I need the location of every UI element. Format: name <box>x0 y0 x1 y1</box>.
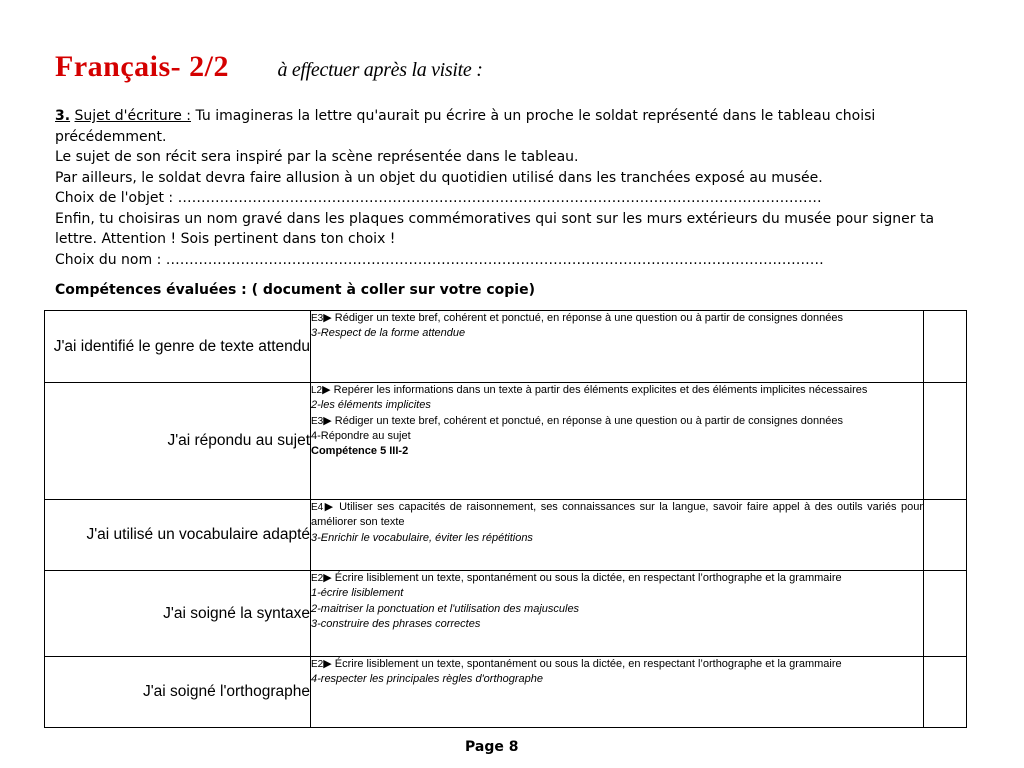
skill-text: Rédiger un texte bref, cohérent et ponctué, en réponse à une question ou à partir de consignes données <box>331 414 843 427</box>
title-main: Français- 2/2 <box>55 50 229 83</box>
skill-text: Utiliser ses capacités de raisonnement, ses connaissances sur la langue, savoir faire appel à des outils variés pour améliorer son texte <box>311 501 923 529</box>
prompt-label: Sujet d'écriture : <box>74 108 191 124</box>
skill-line <box>311 500 923 531</box>
skill-text: Repérer les informations dans un texte à partir des éléments explicites et des éléments implicites nécessaires <box>330 384 868 396</box>
criterion-label: J'ai soigné la syntaxe <box>163 604 310 622</box>
prompt-line1: Tu imagineras la lettre qu'aurait pu écrire à un proche le soldat représenté dans le tableau choisi précédemment. <box>55 108 876 145</box>
skill-text: Écrire lisiblement un texte, spontanément ou sous la dictée, en respectant l’orthographe et la grammaire <box>331 572 842 584</box>
competence-row <box>45 500 967 571</box>
arrow-right-icon: ▶ <box>323 414 332 427</box>
skill-code: E3 <box>311 415 324 427</box>
skill-text: Rédiger un texte bref, cohérent et ponctué, en réponse à une question ou à partir de consignes données <box>331 312 843 324</box>
criterion-cell <box>45 657 311 728</box>
criterion-cell <box>45 383 311 500</box>
skill-line <box>311 383 923 398</box>
competences-title: Compétences évaluées : ( document à coller sur votre copie) <box>55 282 535 298</box>
skill-description-cell <box>311 383 924 500</box>
skill-line <box>311 414 923 429</box>
skill-line: 2-maitriser la ponctuation et l'utilisation des majuscules <box>311 602 580 615</box>
skill-line <box>311 311 923 326</box>
skill-line <box>311 571 923 586</box>
competence-row <box>45 571 967 657</box>
evaluation-box[interactable] <box>924 311 967 383</box>
competence-row <box>45 311 967 383</box>
prompt-line3: Par ailleurs, le soldat devra faire allusion à un objet du quotidien utilisé dans les tranchées exposé au musée. <box>55 169 823 186</box>
arrow-right-icon: ▶ <box>323 501 335 513</box>
page-title <box>55 50 483 84</box>
skill-code: E3 <box>311 313 324 324</box>
evaluation-box[interactable] <box>924 657 967 728</box>
skill-line: 3-Enrichir le vocabulaire, éviter les répétitions <box>311 531 533 544</box>
skill-line: 4-respecter les principales règles d'orthographe <box>311 673 544 686</box>
criterion-label: J'ai utilisé un vocabulaire adapté <box>86 526 310 543</box>
evaluation-box[interactable] <box>924 571 967 657</box>
criterion-cell <box>45 571 311 657</box>
skill-line <box>311 657 923 672</box>
prompt-line4: Choix de l'objet : ………………………………………………………………………………………………………………………… <box>55 190 822 206</box>
prompt-line5: Enfin, tu choisiras un nom gravé dans les plaques commémoratives qui sont sur les murs extérieurs du musée pour signer ta lettre. Attention ! Sois pertinent dans ton choix ! <box>55 210 935 247</box>
criterion-label: J'ai identifié le genre de texte attendu <box>53 337 310 355</box>
arrow-right-icon: ▶ <box>323 312 332 324</box>
criterion-label: J'ai soigné l'orthographe <box>142 683 310 700</box>
criterion-label: J'ai répondu au sujet <box>167 432 310 449</box>
skill-line: 3-Respect de la forme attendue <box>311 327 466 340</box>
evaluation-box[interactable] <box>924 500 967 571</box>
competence-row <box>45 383 967 500</box>
criterion-cell <box>45 500 311 571</box>
skill-text: Écrire lisiblement un texte, spontanément ou sous la dictée, en respectant l’orthographe et la grammaire <box>331 658 842 670</box>
prompt-number: 3. <box>55 108 71 124</box>
skill-description-cell <box>311 500 924 571</box>
skill-code: L2 <box>311 385 323 396</box>
skill-description-cell <box>311 657 924 728</box>
arrow-right-icon: ▶ <box>322 384 331 396</box>
skill-code: E2 <box>311 573 324 584</box>
skill-line: 4-Répondre au sujet <box>311 429 411 442</box>
prompt-paragraph <box>55 106 935 147</box>
prompt-line6: Choix du nom : …………………………………………………………………………………………………………………………… <box>55 251 824 268</box>
writing-prompt <box>55 106 935 270</box>
evaluation-box[interactable] <box>924 383 967 500</box>
skill-line: Compétence 5 III-2 <box>311 445 409 458</box>
skill-code: E4 <box>311 502 324 513</box>
page-number: Page 8 <box>465 739 519 755</box>
skill-description-cell <box>311 571 924 657</box>
skill-code: E2 <box>311 659 324 670</box>
criterion-cell <box>45 311 311 383</box>
title-subtitle: à effectuer après la visite : <box>277 59 483 81</box>
skill-line: 1-écrire lisiblement <box>311 587 404 600</box>
competences-table <box>44 310 967 728</box>
skill-description-cell <box>311 311 924 383</box>
competence-row <box>45 657 967 728</box>
skill-line: 3-construire des phrases correctes <box>311 617 481 630</box>
arrow-right-icon: ▶ <box>323 658 332 670</box>
skill-line: 2-les éléments implicites <box>311 399 431 412</box>
prompt-line2: Le sujet de son récit sera inspiré par la scène représentée dans le tableau. <box>55 149 579 165</box>
arrow-right-icon: ▶ <box>323 572 332 584</box>
